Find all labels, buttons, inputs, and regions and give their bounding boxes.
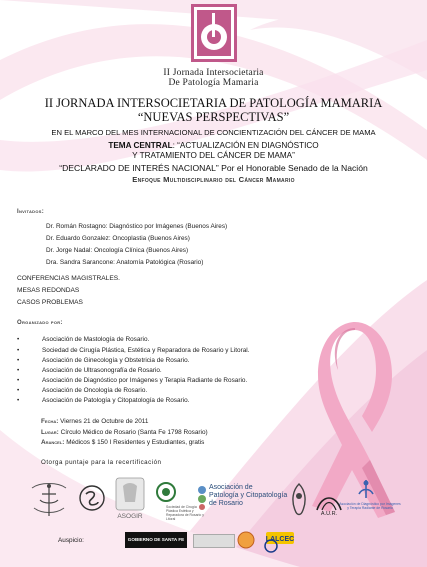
tema-central-label: TEMA CENTRAL <box>108 141 173 150</box>
lalcec-logo-icon <box>262 526 296 554</box>
lugar-label: Lugar: <box>41 429 59 436</box>
patologia-logo-icon <box>197 484 207 510</box>
asogir-logo-icon <box>113 476 147 522</box>
bullet-icon: • <box>17 397 20 404</box>
organizador-item: Asociación de Ginecología y Obstetricia de Rosario. <box>42 357 190 364</box>
fecha-label: Fecha: <box>41 418 59 425</box>
bullet-icon: • <box>17 377 20 384</box>
declarado-text <box>0 163 427 173</box>
lugar-value: Círculo Médico de Rosario (Santa Fe 1798 Rosario) <box>58 429 208 436</box>
sponsor-circle-logo-icon <box>236 530 256 550</box>
organizador-item: Asociación de Ultrasonografía de Rosario. <box>42 367 162 374</box>
organizador-item: Asociación de Mastología de Rosario. <box>42 336 150 343</box>
actividad-item: CASOS PROBLEMAS <box>17 299 83 306</box>
patologia-line2: Patología y Citopatología <box>209 492 288 499</box>
sociedad-cirugia-text: Sociedad de Cirugía Plástica Estética y Reparadora de Rosario y Litoral <box>166 505 204 521</box>
enfoque-text: Enfoque Multidisciplinario del Cáncer Mamario <box>132 175 295 184</box>
invitado-item: Dra. Sandra Sarancone: Anatomía Patológica (Rosario) <box>46 259 204 266</box>
invitado-item: Dr. Jorge Nadal: Oncología Clínica (Buenos Aires) <box>46 247 189 254</box>
fecha-line <box>41 418 148 425</box>
logo-text-line1: II Jornada Intersocietaria <box>163 68 264 78</box>
page-subtitle: “NUEVAS PERSPECTIVAS” <box>137 110 290 124</box>
tema-central-line2: Y TRATAMIENTO DEL CÁNCER DE MAMA” <box>132 151 295 160</box>
tema-central-line1 <box>0 141 427 150</box>
jornada-logo-icon <box>191 4 237 62</box>
invitado-item: Dr. Román Rostagno: Diagnóstico por Imágenes (Buenos Aires) <box>46 223 228 230</box>
mastologia-logo-icon <box>28 478 70 520</box>
lalcec-label: LALCEC <box>265 536 295 543</box>
asogir-label: ASOGIR <box>117 513 143 520</box>
cirugia-logo-icon <box>78 484 106 512</box>
marco-text: EN EL MARCO DEL MES INTERNACIONAL DE CONCIENTIZACIÓN DEL CÁNCER DE MAMA <box>51 128 376 137</box>
arancel-label: Arancel: <box>41 439 65 446</box>
bullet-icon: • <box>17 336 20 343</box>
otorga-text: Otorga puntaje para la recertificación <box>41 459 162 466</box>
diag-imagenes-text: Asociación de Diagnóstico por Imágenes y Terapia Radiante de Rosario <box>339 502 401 510</box>
bullet-icon: • <box>17 357 20 364</box>
page-title: II JORNADA INTERSOCIETARIA DE PATOLOGÍA MAMARIA <box>44 96 383 110</box>
patologia-logo-text <box>209 484 287 508</box>
ultrasonografia-logo-icon <box>355 478 377 500</box>
aur-label: A.U.R. <box>320 511 338 516</box>
lugar-line <box>41 429 208 436</box>
invitado-item: Dr. Eduardo Gonzalez: Oncoplastia (Buenos Aires) <box>46 235 190 242</box>
bullet-icon: • <box>17 367 20 374</box>
organizador-item: Asociación de Diagnóstico por Imágenes y Terapia Radiante de Rosario. <box>42 377 248 384</box>
declarado-quote: “DECLARADO DE INTERÉS NACIONAL” <box>59 163 219 173</box>
organizador-item: Sociedad de Cirugía Plástica, Estética y Reparadora de Rosario y Litoral. <box>42 347 250 354</box>
diagnostico-logo-icon <box>287 482 311 520</box>
actividad-item: CONFERENCIAS MAGISTRALES. <box>17 275 120 282</box>
fecha-value: Viernes 21 de Octubre de 2011 <box>58 418 149 425</box>
organizador-item: Asociación de Oncología de Rosario. <box>42 387 148 394</box>
auspicio-label: Auspicio: <box>58 537 84 544</box>
organizado-label: Organizado por: <box>17 320 63 326</box>
actividad-item: MESAS REDONDAS <box>17 287 80 294</box>
tema-central-text1: : “ACTUALIZACIÓN EN DIAGNÓSTICO <box>172 141 319 150</box>
invitados-label: Invitados: <box>17 209 45 215</box>
arancel-line <box>41 439 204 446</box>
patologia-line1: Asociación de <box>209 484 253 491</box>
circulo-medico-logo <box>193 534 235 548</box>
gobierno-santa-fe-logo <box>125 532 187 548</box>
bullet-icon: • <box>17 347 20 354</box>
arancel-value: Médicos $ 150 I Residentes y Estudiantes, gratis <box>64 439 205 446</box>
aur-logo-icon <box>314 486 344 516</box>
logo-text-line2: De Patología Mamaria <box>168 78 259 88</box>
declarado-senado: Por el Honorable Senado de la Nación <box>218 163 368 173</box>
gobierno-label: GOBIERNO DE SANTA FE <box>127 537 185 542</box>
patologia-line3: de Rosario <box>209 500 243 507</box>
bullet-icon: • <box>17 387 20 394</box>
organizador-item: Asociación de Patología y Citopatología de Rosario. <box>42 397 190 404</box>
